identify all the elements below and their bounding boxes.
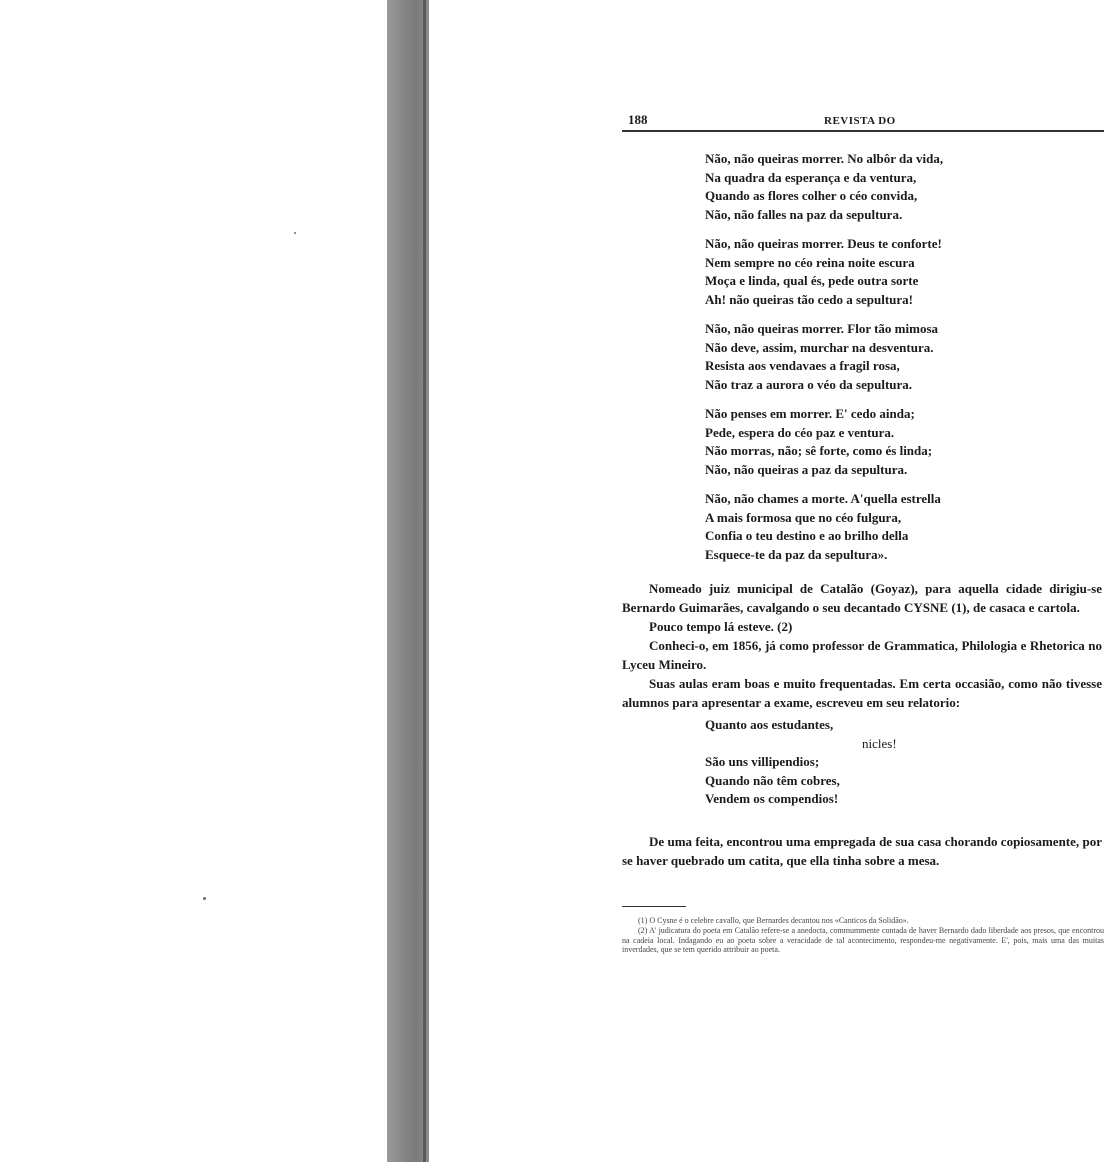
page-number: 188: [628, 112, 648, 127]
poem-line: A mais formosa que no céo fulgura,: [705, 509, 902, 525]
footnotes: [622, 916, 1104, 955]
poem-line: Não, não queiras morrer. Deus te conforte!: [705, 236, 942, 251]
poem-line: Esquece-te da paz da sepultura».: [705, 546, 888, 562]
footnote: (1) O Cysne é o celebre cavallo, que Bernardes decantou nos «Canticos da Solidão».: [638, 916, 909, 925]
body-text-continued: [622, 832, 1102, 870]
verse-line: São uns villipendios;: [705, 754, 820, 770]
running-head: REVISTA DO: [824, 115, 896, 127]
paragraph: Pouco tempo lá esteve. (2): [649, 619, 793, 634]
poem-line: Confia o teu destino e ao brilho della: [705, 528, 909, 543]
poem-line: Pede, espera do céo paz e ventura.: [705, 424, 895, 440]
poem-stanza: [705, 235, 1104, 309]
header-rule: [622, 130, 1104, 132]
poem-line: Não, não falles na paz da sepultura.: [705, 206, 903, 222]
quoted-verse: [705, 716, 897, 809]
verse-line: nicles!: [862, 735, 897, 751]
poem-line: Resista aos vendavaes a fragil rosa,: [705, 358, 900, 373]
body-text: [622, 579, 1102, 712]
paragraph: Nomeado juiz municipal de Catalão (Goyaz), para aquella cidade dirigiu-se Bernardo Guimarães, cavalgando o seu decantado CYSNE (1), de casaca e cartola.: [622, 581, 1102, 615]
paper-speck: [294, 232, 296, 234]
poem-stanza: [705, 490, 1104, 564]
poem-line: Nem sempre no céo reina noite escura: [705, 254, 915, 270]
verse-line: Quanto aos estudantes,: [705, 717, 834, 732]
paragraph: Suas aulas eram boas e muito frequentadas. Em certa occasião, como não tivesse alumnos para apresentar a exame, escreveu em seu relatorio:: [622, 676, 1102, 710]
poem-line: Na quadra da esperança e da ventura,: [705, 169, 917, 185]
poem-stanza: [705, 405, 1104, 479]
poem: [705, 150, 1104, 575]
paper-speck: [203, 897, 206, 900]
footnote: (2) A' judicatura do poeta em Catalão refere-se a anedocta, commummente contada de haver Bernardo dado liberdade aos presos, que encontrou na cadeia local. Indagando eu ao poeta sobre a veracidade de tal acontecimento, respondeu-me negativamente. E', pois, mais uma das muitas inverdades, que se tem querido attribuir ao poeta.: [622, 925, 1104, 955]
poem-line: Moça e linda, qual és, pede outra sorte: [705, 273, 919, 288]
poem-stanza: [705, 150, 1104, 224]
poem-line: Quando as flores colher o céo convida,: [705, 188, 918, 203]
gutter-edge: [423, 0, 426, 1162]
poem-line: Não, não queiras morrer. Flor tão mimosa: [705, 321, 939, 336]
verse-line: Vendem os compendios!: [705, 791, 839, 807]
poem-stanza: [705, 320, 1104, 394]
poem-line: Não traz a aurora o véo da sepultura.: [705, 376, 913, 392]
poem-line: Não, não chames a morte. A'quella estrella: [705, 491, 941, 506]
poem-line: Não morras, não; sê forte, como és linda;: [705, 443, 933, 458]
poem-line: Não, não queiras a paz da sepultura.: [705, 461, 908, 477]
footnote-rule: [622, 906, 686, 907]
verse-line: Quando não têm cobres,: [705, 772, 840, 788]
poem-line: Não penses em morrer. E' cedo ainda;: [705, 406, 915, 421]
poem-line: Ah! não queiras tão cedo a sepultura!: [705, 291, 914, 307]
paragraph: Conheci-o, em 1856, já como professor de Grammatica, Philologia e Rhetorica no Lyceu Mineiro.: [622, 638, 1102, 672]
poem-line: Não deve, assim, murchar na desventura.: [705, 339, 934, 355]
poem-line: Não, não queiras morrer. No albôr da vida,: [705, 151, 944, 166]
paragraph: De uma feita, encontrou uma empregada de sua casa chorando copiosamente, por se haver quebrado um catita, que ella tinha sobre a mesa.: [622, 834, 1102, 868]
